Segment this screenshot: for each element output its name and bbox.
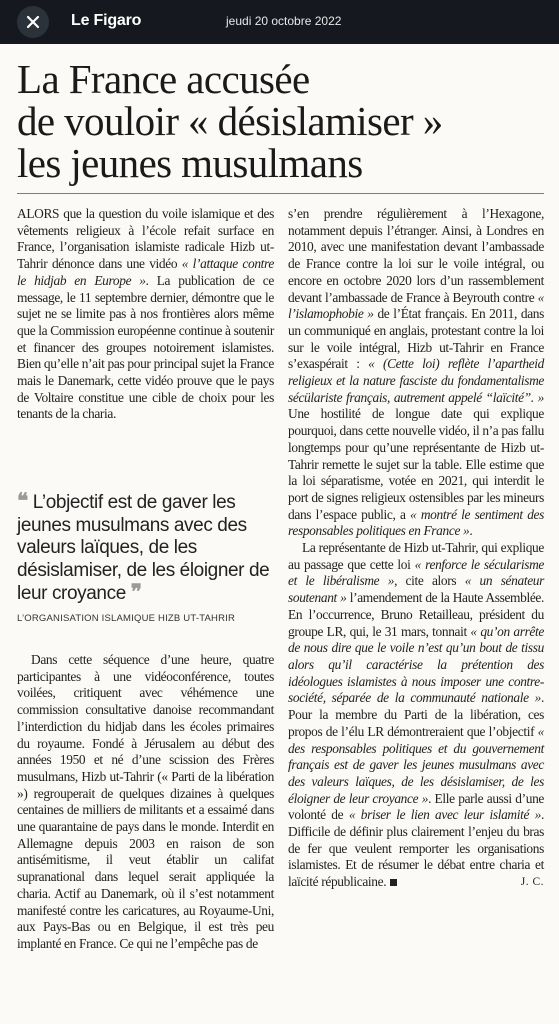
close-button[interactable] [17, 6, 49, 38]
close-icon [26, 15, 40, 29]
text-run: Une hostilité de longue date qui explique pourquoi, dans cette nouvelle vidéo, il n’a pas fallu longtemps pour qu’une représentante de Hizb ut-Tahrir remette le sujet sur la table. Elle estime que la loi séparatisme, votée en 2021, qui interdit le port de signes religieux ostensibles par les mineurs dans l’espace public, a [288, 406, 544, 522]
text-run: . [469, 523, 473, 539]
brand-name: Le Figaro [71, 12, 142, 29]
intro-column [17, 206, 274, 423]
left-body-column [17, 652, 274, 953]
body-paragraph [17, 652, 274, 953]
byline: J. C. [520, 876, 544, 889]
headline-line: La France accusée [17, 56, 310, 102]
body-paragraph [288, 540, 544, 891]
text-run: . La publication de ce message, le 11 septembre dernier, démontre que le sujet ne se limite pas à nos frontières alors même que la Commission européenne continue à soutenir et financer des groupes notoirement islamistes. Bien qu’elle n’ait pas pour principal sujet la France mais le Danemark, cette vidéo prouve que le pays de Voltaire constitue une cible de choix pour les tenants de la charia. [17, 272, 274, 422]
end-of-article-mark [390, 879, 397, 886]
quoted-run: « briser le lien avec leur islamité » [348, 807, 542, 823]
quoted-run: « qu’on arrête de nous dire que le voile n’est qu’un bout de tissu alors qu’il caractérise la prétention des idéologues islamistes à nous imposer une contre-société, séparée de la communauté nationale » [288, 623, 544, 706]
article-headline [17, 58, 547, 184]
open-quote-icon: ❝ [17, 490, 28, 513]
pull-quote-credit: L’ORGANISATION ISLAMIQUE HIZB UT-TAHRIR [17, 612, 236, 624]
quoted-run: « l’attaque contre le hidjab en Europe » [17, 256, 274, 288]
quoted-run: « (Cette loi) reflète l’apartheid religieux et la nature fasciste du fondamentalisme sécülariste français, autrement appelé “laïcité”. » [288, 356, 544, 405]
top-bar [0, 0, 559, 44]
text-run: s’en prendre régulièrement à l’Hexagone, notamment depuis l’étranger. Ainsi, à Londres en 2010, avec une manifestation devant l’ambassade de France contre la loi sur le voile intégral, ou encore en octobre 2020 lors d’un rassemblement devant l’ambassade de France à Beyrouth contre [288, 206, 544, 305]
text-run: , cite alors [394, 573, 465, 589]
quoted-run: « l’islamophobie » [288, 289, 544, 322]
right-body-column [288, 206, 544, 891]
quoted-run: « montré le sentiment des responsables politiques en France » [288, 506, 544, 539]
text-run: de l’État français. En 2011, dans un communiqué en anglais, protestant contre la loi sur le voile intégral, Hizb ut-Tahrir en France s’exaspérait : [288, 306, 545, 372]
body-paragraph [288, 206, 544, 540]
issue-date: jeudi 20 octobre 2022 [226, 14, 342, 28]
intro-paragraph [17, 206, 274, 423]
pull-quote-text: L’objectif est de gaver les jeunes musulmans avec des valeurs laïques, de les désislamiser, de les éloigner de leur croyance [17, 492, 270, 604]
headline-divider [17, 193, 544, 194]
headline-line: les jeunes musulmans [17, 140, 363, 186]
paragraph-runs [288, 540, 544, 889]
headline-line: de vouloir « désislamiser » [17, 98, 443, 144]
text-run: ALORS que la question du voile islamique et des vêtements religieux à l’école refait surface en France, l’organisation islamiste radicale Hizb ut-Tahrir dénonce dans une vidéo [17, 206, 274, 272]
text-run: l’amendement de la Haute Assemblée. En l’occurrence, Bruno Retailleau, président du groupe LR, qui, le 31 mars, tonnait [288, 590, 544, 639]
text-run: . Pour la membre du Parti de la libération, ces propos de l’élu LR démontreraient que l’objectif [288, 690, 544, 739]
quoted-run: « un sénateur soutenant » [288, 573, 545, 606]
pull-quote [17, 491, 274, 624]
text-run: . Elle parle aussi d’une volonté de [288, 790, 545, 823]
close-quote-icon: ❞ [130, 581, 142, 604]
quoted-run: « renforce le sécularisme et le libéralisme » [288, 556, 544, 589]
quoted-run: « des responsables politiques et du gouvernement français est de gaver les jeunes musulmans avec des valeurs laïques, de les désislamiser, de les éloigner de leur croyance » [288, 723, 544, 806]
text-run: La représentante de Hizb ut-Tahrir, qui explique au passage que cette loi [288, 540, 544, 572]
text-run: . Difficile de définir plus clairement l’enjeu du bras de fer que veulent remporter les organisations islamistes. Et de résumer le débat entre charia et laïcité républicaine. [288, 807, 545, 890]
text-run: Dans cette séquence d’une heure, quatre participantes à une vidéoconférence, toutes voilées, critiquent avec véhémence une commission consultative danoise recommandant l’interdiction du hidjab dans les écoles primaires du royaume. Fondé à Jérusalem au début des années 1950 et né d’une scission des Frères musulmans, Hizb ut-Tahrir (« Parti de la libération ») regrouperait de quelques dizaines à quelques centaines de milliers de militants et a essaimé dans une quarantaine de pays dans le monde. Interdit en Allemagne depuis 2003 en raison de son antisémitisme, il veut établir un califat supranational dans lequel serait appliquée la charia. Actif au Danemark, où il s’est notamment manifesté contre les caricatures, au Royaume-Uni, aux Pays-Bas ou en Belgique, il est très peu implanté en France. Ce qui ne l’empêche pas de [17, 652, 274, 951]
